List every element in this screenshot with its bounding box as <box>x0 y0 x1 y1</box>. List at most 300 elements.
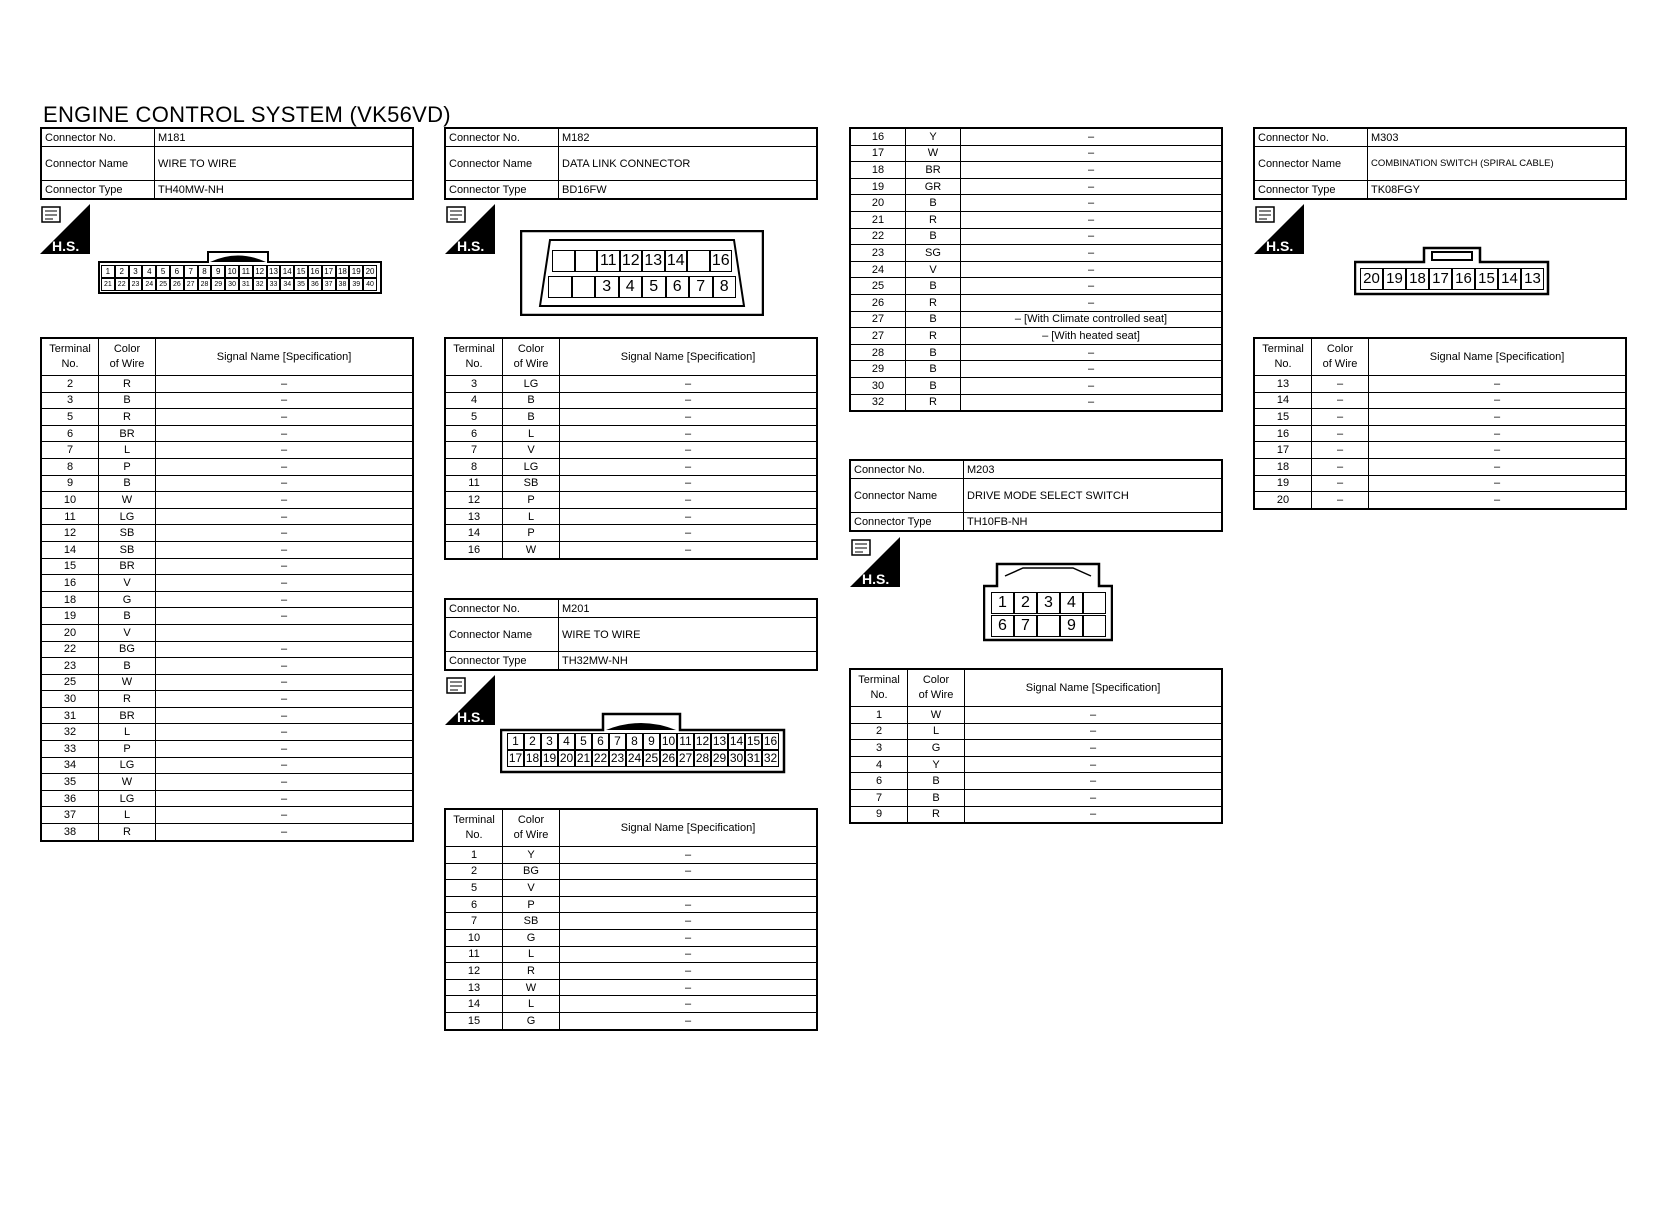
terminal-no-cell: 17 <box>850 145 906 162</box>
table-row <box>41 458 413 475</box>
table-row <box>850 311 1222 328</box>
pin-cell: 35 <box>294 278 308 291</box>
terminal-table-m182 <box>444 337 818 560</box>
wire-color-cell: – <box>1312 475 1369 492</box>
terminal-no-cell: 12 <box>445 963 503 980</box>
pin-cell: 11 <box>597 250 620 272</box>
connector-name-value: WIRE TO WIRE <box>155 147 414 181</box>
signal-name-cell: – <box>560 1012 818 1029</box>
signal-name-cell: – <box>560 929 818 946</box>
pin-cell: 30 <box>729 751 744 765</box>
table-row <box>850 228 1222 245</box>
pin-cell: 16 <box>308 265 322 278</box>
table-row <box>445 425 817 442</box>
wire-color-cell: LG <box>99 508 156 525</box>
wire-color-cell: R <box>906 294 961 311</box>
table-row <box>445 896 817 913</box>
pin-cell <box>687 250 710 272</box>
pin-cell: 3 <box>129 265 143 278</box>
page-title: ENGINE CONTROL SYSTEM (VK56VD) <box>43 102 451 127</box>
hs-icon <box>445 675 495 725</box>
terminal-no-cell: 25 <box>41 674 99 691</box>
pin-cell: 25 <box>644 751 659 765</box>
pin-cell: 7 <box>689 276 713 298</box>
pin-cell: 26 <box>661 751 676 765</box>
connector-info-table <box>444 598 818 671</box>
terminal-no-cell: 22 <box>41 641 99 658</box>
wire-color-cell: R <box>906 211 961 228</box>
signal-name-cell: – <box>156 392 414 409</box>
connector-type-value: TK08FGY <box>1368 181 1627 200</box>
pin-cell: 14 <box>280 265 294 278</box>
signal-name-cell: – <box>560 392 818 409</box>
signal-name-cell: – <box>961 361 1223 378</box>
terminal-no-cell: 7 <box>445 913 503 930</box>
terminal-no-cell: 23 <box>41 658 99 675</box>
pin-cell: 14 <box>1498 268 1521 290</box>
table-row <box>445 880 817 897</box>
table-row <box>850 344 1222 361</box>
table-row <box>445 442 817 459</box>
connector-type-label: Connector Type <box>445 181 559 200</box>
terminal-no-cell: 30 <box>850 377 906 394</box>
terminal-no-cell: 22 <box>850 228 906 245</box>
wire-color-cell: SB <box>99 541 156 558</box>
terminal-no-cell: 6 <box>445 425 503 442</box>
pin-cell: 3 <box>541 733 558 750</box>
wire-color-cell: SG <box>906 245 961 262</box>
pin-cell: 32 <box>253 278 267 291</box>
wire-color-cell: R <box>99 376 156 393</box>
wire-color-cell: L <box>503 996 560 1013</box>
pin-cell: 32 <box>763 751 778 765</box>
terminal-no-cell: 7 <box>445 442 503 459</box>
terminal-no-cell: 14 <box>1254 392 1312 409</box>
pin-cell: 20 <box>363 265 377 278</box>
terminal-no-cell: 19 <box>850 178 906 195</box>
connector-face-m303 <box>1354 246 1550 301</box>
table-row <box>41 608 413 625</box>
signal-name-cell: – <box>156 674 414 691</box>
signal-name-cell: – <box>961 377 1223 394</box>
connector-name-label: Connector Name <box>41 147 155 181</box>
wire-color-cell: W <box>99 674 156 691</box>
connector-no-value: M203 <box>964 460 1223 479</box>
table-row <box>445 929 817 946</box>
table-row <box>850 328 1222 345</box>
pin-cell: 36 <box>308 278 322 291</box>
terminal-no-cell: 20 <box>850 195 906 212</box>
hs-label: H.S. <box>862 571 890 587</box>
connector-type-value: TH32MW-NH <box>559 652 818 671</box>
pin-cell <box>575 250 598 272</box>
pin-cell: 21 <box>101 278 115 291</box>
signal-name-cell: – <box>560 376 818 393</box>
wire-color-cell: G <box>908 740 965 757</box>
signal-name-cell: – <box>1369 475 1627 492</box>
terminal-no-cell: 27 <box>850 328 906 345</box>
signal-name-cell: – <box>156 376 414 393</box>
wire-color-cell: V <box>99 575 156 592</box>
terminal-no-cell: 37 <box>41 807 99 824</box>
connector-name-value: COMBINATION SWITCH (SPIRAL CABLE) <box>1368 147 1627 181</box>
pin-cell: 13 <box>712 734 727 748</box>
terminal-table-m203 <box>849 668 1223 824</box>
signal-name-cell: – <box>156 608 414 625</box>
table-row <box>41 790 413 807</box>
pin-cell: 16 <box>710 250 733 272</box>
terminal-no-cell: 4 <box>850 756 908 773</box>
hs-label: H.S. <box>1266 238 1294 254</box>
pin-cell <box>1083 592 1106 614</box>
terminal-no-cell: 16 <box>41 575 99 592</box>
signal-name-cell: – <box>961 344 1223 361</box>
signal-name-cell: – <box>961 162 1223 179</box>
wire-color-cell: B <box>99 392 156 409</box>
signal-name-cell: – <box>560 896 818 913</box>
signal-name-cell: – <box>156 409 414 426</box>
connector-type-label: Connector Type <box>41 181 155 200</box>
wire-color-cell: Y <box>503 847 560 864</box>
pin-cell: 4 <box>142 265 156 278</box>
table-row <box>850 211 1222 228</box>
connector-info-table <box>444 127 818 200</box>
connector-name-value: DRIVE MODE SELECT SWITCH <box>964 479 1223 513</box>
pin-cell: 5 <box>575 733 592 750</box>
connector-no-label: Connector No. <box>850 460 964 479</box>
signal-name-cell: – <box>1369 458 1627 475</box>
pin-cell <box>548 276 572 298</box>
pin-cell: 9 <box>1060 615 1083 637</box>
signal-name-cell: – <box>156 558 414 575</box>
terminal-no-cell: 20 <box>1254 492 1312 509</box>
pin-cell: 6 <box>991 615 1014 637</box>
terminal-no-cell: 8 <box>445 458 503 475</box>
pin-cell: 13 <box>1521 268 1544 290</box>
color-header: Color of Wire <box>99 338 156 376</box>
wire-color-cell: B <box>906 344 961 361</box>
wire-color-cell: W <box>99 492 156 509</box>
wire-color-cell: B <box>906 278 961 295</box>
wire-color-cell: B <box>99 475 156 492</box>
table-row <box>445 863 817 880</box>
table-row <box>41 525 413 542</box>
pin-cell: 27 <box>184 278 198 291</box>
pin-cell: 7 <box>184 265 198 278</box>
signal-name-cell: – <box>560 996 818 1013</box>
terminal-no-cell: 5 <box>445 409 503 426</box>
signal-name-cell: – <box>1369 425 1627 442</box>
signal-name-cell: – <box>560 409 818 426</box>
terminal-no-cell: 1 <box>850 707 908 724</box>
wire-color-cell: B <box>906 228 961 245</box>
connector-info-table <box>849 459 1223 532</box>
table-row <box>445 392 817 409</box>
pin-cell: 1 <box>991 592 1014 614</box>
signal-name-cell: – <box>156 707 414 724</box>
wire-color-cell: P <box>503 525 560 542</box>
wire-color-cell: P <box>503 896 560 913</box>
connector-name-value: DATA LINK CONNECTOR <box>559 147 818 181</box>
signal-name-cell <box>560 880 818 897</box>
wire-color-cell: BR <box>99 425 156 442</box>
table-row <box>41 757 413 774</box>
table-row <box>41 376 413 393</box>
signal-name-cell: – <box>156 741 414 758</box>
terminal-no-cell: 1 <box>445 847 503 864</box>
wire-color-cell: B <box>906 377 961 394</box>
pin-cell: 38 <box>336 278 350 291</box>
pin-cell: 28 <box>198 278 212 291</box>
connector-type-value: BD16FW <box>559 181 818 200</box>
wire-color-cell: LG <box>503 458 560 475</box>
pin-cell: 1 <box>101 265 115 278</box>
pin-cell: 27 <box>678 751 693 765</box>
wire-color-cell: B <box>99 608 156 625</box>
signal-name-cell: – <box>560 863 818 880</box>
terminal-no-cell: 13 <box>445 508 503 525</box>
connector-m181 <box>40 127 414 200</box>
connector-type-value: TH40MW-NH <box>155 181 414 200</box>
connector-no-value: M303 <box>1368 128 1627 147</box>
connector-no-value: M201 <box>559 599 818 618</box>
wire-color-cell: R <box>906 394 961 411</box>
table-row <box>850 707 1222 724</box>
terminal-no-cell: 7 <box>41 442 99 459</box>
connector-face-m181 <box>98 247 383 300</box>
signal-name-cell: – <box>156 525 414 542</box>
terminal-no-cell: 14 <box>445 525 503 542</box>
terminal-no-cell: 13 <box>445 979 503 996</box>
wire-color-cell: V <box>906 261 961 278</box>
pin-cell: 4 <box>619 276 643 298</box>
table-row <box>41 707 413 724</box>
signal-name-cell: – [With Climate controlled seat] <box>961 311 1223 328</box>
hs-label: H.S. <box>52 238 80 254</box>
table-row <box>41 774 413 791</box>
signal-name-cell: – <box>156 475 414 492</box>
table-row <box>1254 475 1626 492</box>
signal-name-cell: – <box>560 913 818 930</box>
terminal-no-cell: 3 <box>445 376 503 393</box>
terminal-no-cell: 31 <box>41 707 99 724</box>
terminal-no-cell: 19 <box>1254 475 1312 492</box>
pin-cell: 23 <box>610 751 625 765</box>
signal-name-cell: – <box>156 591 414 608</box>
signal-name-cell: – <box>965 806 1223 823</box>
signal-name-cell: – <box>560 979 818 996</box>
signal-header: Signal Name [Specification] <box>1369 338 1627 376</box>
pin-cell: 24 <box>627 751 642 765</box>
pin-cell: 10 <box>225 265 239 278</box>
pin-cell: 13 <box>642 250 665 272</box>
table-row <box>1254 392 1626 409</box>
table-row <box>1254 425 1626 442</box>
table-row <box>850 394 1222 411</box>
table-row <box>41 641 413 658</box>
wire-color-cell: P <box>99 458 156 475</box>
hs-icon <box>1254 204 1304 254</box>
signal-name-cell: – <box>965 756 1223 773</box>
table-row <box>445 475 817 492</box>
color-header: Color of Wire <box>1312 338 1369 376</box>
signal-name-cell: – <box>560 963 818 980</box>
terminal-no-cell: 2 <box>445 863 503 880</box>
pin-cell: 22 <box>593 751 608 765</box>
table-row <box>445 409 817 426</box>
connector-face-m201 <box>500 712 786 779</box>
terminal-no-cell: 16 <box>850 128 906 145</box>
signal-name-cell: – <box>156 425 414 442</box>
terminal-no-cell: 10 <box>445 929 503 946</box>
wire-color-cell: W <box>908 707 965 724</box>
table-row <box>445 946 817 963</box>
terminal-no-cell: 6 <box>850 773 908 790</box>
signal-name-cell: – <box>961 294 1223 311</box>
wire-color-cell: B <box>906 195 961 212</box>
terminal-no-cell: 16 <box>1254 425 1312 442</box>
table-row <box>850 377 1222 394</box>
pin-cell: 20 <box>1360 268 1383 290</box>
terminal-no-cell: 3 <box>850 740 908 757</box>
terminal-no-cell: 26 <box>850 294 906 311</box>
terminal-no-cell: 15 <box>41 558 99 575</box>
table-row <box>41 442 413 459</box>
connector-name-value: WIRE TO WIRE <box>559 618 818 652</box>
signal-name-cell: – <box>961 178 1223 195</box>
terminal-no-cell: 4 <box>445 392 503 409</box>
terminal-no-cell: 23 <box>850 245 906 262</box>
pin-cell: 2 <box>524 733 541 750</box>
connector-name-label: Connector Name <box>445 147 559 181</box>
terminal-no-cell: 19 <box>41 608 99 625</box>
wire-color-cell: B <box>908 789 965 806</box>
signal-header: Signal Name [Specification] <box>156 338 414 376</box>
connector-info-table <box>1253 127 1627 200</box>
pin-cell: 8 <box>626 733 643 750</box>
terminal-no-header: Terminal No. <box>445 809 503 847</box>
table-row <box>850 756 1222 773</box>
connector-name-label: Connector Name <box>850 479 964 513</box>
signal-name-cell: – <box>961 128 1223 145</box>
wire-color-cell: LG <box>99 790 156 807</box>
color-header: Color of Wire <box>908 669 965 707</box>
signal-name-cell: – <box>156 658 414 675</box>
wire-color-cell: L <box>503 425 560 442</box>
terminal-no-header: Terminal No. <box>850 669 908 707</box>
table-row <box>41 425 413 442</box>
signal-name-cell: – <box>156 807 414 824</box>
connector-m201 <box>444 598 818 671</box>
signal-name-cell: – <box>961 394 1223 411</box>
table-row <box>445 541 817 558</box>
connector-type-value: TH10FB-NH <box>964 513 1223 532</box>
signal-name-cell: – <box>560 525 818 542</box>
pin-cell <box>552 250 575 272</box>
table-row <box>41 558 413 575</box>
wire-color-cell: BG <box>503 863 560 880</box>
pin-cell: 33 <box>267 278 281 291</box>
pin-cell: 24 <box>142 278 156 291</box>
terminal-no-cell: 27 <box>850 311 906 328</box>
signal-name-cell: – <box>961 211 1223 228</box>
terminal-table-m181 <box>40 337 414 842</box>
wire-color-cell: V <box>503 880 560 897</box>
table-row <box>41 807 413 824</box>
wire-color-cell: G <box>503 1012 560 1029</box>
pin-cell: 2 <box>1014 592 1037 614</box>
pin-cell: 3 <box>595 276 619 298</box>
wire-color-cell: R <box>906 328 961 345</box>
pin-cell: 5 <box>156 265 170 278</box>
signal-name-cell: – <box>156 691 414 708</box>
wire-color-cell: LG <box>99 757 156 774</box>
signal-name-cell: – [With heated seat] <box>961 328 1223 345</box>
terminal-no-cell: 33 <box>41 741 99 758</box>
pin-cell: 3 <box>1037 592 1060 614</box>
table-row <box>41 575 413 592</box>
signal-name-cell: – <box>156 774 414 791</box>
terminal-no-cell: 18 <box>850 162 906 179</box>
table-row <box>850 245 1222 262</box>
signal-header: Signal Name [Specification] <box>965 669 1223 707</box>
terminal-no-cell: 21 <box>850 211 906 228</box>
pin-cell: 6 <box>170 265 184 278</box>
table-row <box>850 261 1222 278</box>
table-row <box>41 492 413 509</box>
signal-name-cell: – <box>965 723 1223 740</box>
pin-cell: 23 <box>129 278 143 291</box>
table-row <box>41 824 413 841</box>
table-row <box>850 361 1222 378</box>
wire-color-cell: W <box>99 774 156 791</box>
table-row <box>445 458 817 475</box>
terminal-no-cell: 11 <box>445 475 503 492</box>
signal-name-cell: – <box>560 946 818 963</box>
pin-cell: 29 <box>712 751 727 765</box>
pin-cell: 14 <box>729 734 744 748</box>
signal-name-cell: – <box>156 541 414 558</box>
wire-color-cell: L <box>99 724 156 741</box>
table-row <box>1254 442 1626 459</box>
signal-name-cell: – <box>965 773 1223 790</box>
pin-cell: 19 <box>542 751 557 765</box>
wire-color-cell: V <box>99 624 156 641</box>
terminal-no-cell: 38 <box>41 824 99 841</box>
hs-icon <box>850 537 900 587</box>
pin-cell: 18 <box>525 751 540 765</box>
signal-name-cell <box>156 624 414 641</box>
signal-name-cell: – <box>1369 409 1627 426</box>
wire-color-cell: G <box>503 929 560 946</box>
table-row <box>850 145 1222 162</box>
pin-cell: 26 <box>170 278 184 291</box>
pin-cell: 6 <box>666 276 690 298</box>
table-row <box>41 409 413 426</box>
table-row <box>850 723 1222 740</box>
terminal-no-cell: 13 <box>1254 376 1312 393</box>
connector-m203 <box>849 459 1223 532</box>
terminal-no-cell: 25 <box>850 278 906 295</box>
terminal-no-cell: 8 <box>41 458 99 475</box>
wire-color-cell: W <box>906 145 961 162</box>
wire-color-cell: BR <box>99 707 156 724</box>
connector-outline <box>520 230 764 316</box>
table-row <box>1254 376 1626 393</box>
table-row <box>41 674 413 691</box>
pin-cell: 40 <box>363 278 377 291</box>
hs-label: H.S. <box>457 709 485 725</box>
